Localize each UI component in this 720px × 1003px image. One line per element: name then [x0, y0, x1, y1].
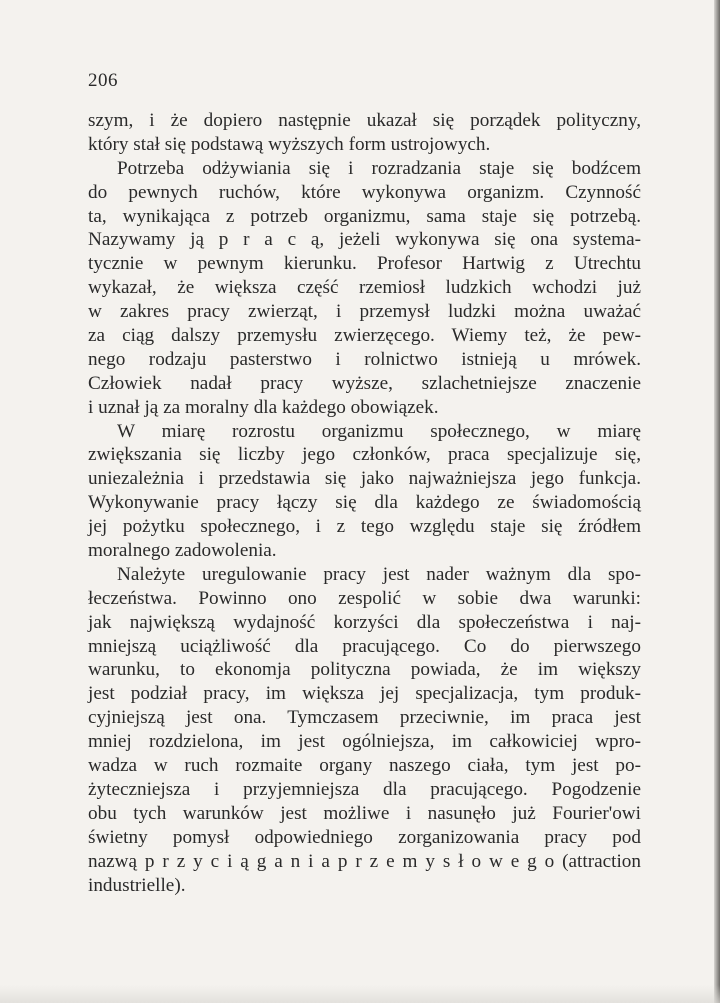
text-line: cyjniejszą jest ona. Tymczasem przeciwnie, im praca jest	[88, 707, 641, 729]
text-line: do pewnych ruchów, które wykonywa organizm. Czynność	[88, 181, 641, 203]
page-number: 206	[88, 70, 118, 91]
text-line: który stał się podstawą wyższych form ustrojowych.	[88, 133, 491, 155]
text-line: warunku, to ekonomja polityczna powiada, że im większy	[88, 659, 641, 681]
text-line: za ciąg dalszy przemysłu zwierzęcego. Wiemy też, że pew-	[88, 325, 641, 347]
text-line: jak największą wydajność korzyści dla społeczeństwa i naj-	[88, 611, 641, 633]
text-line: łeczeństwa. Powinno ono zespolić w sobie dwa warunki:	[88, 587, 641, 609]
text-line: świetny pomysł odpowiedniego zorganizowania pracy pod	[88, 826, 641, 848]
text-line: moralnego zadowolenia.	[88, 540, 277, 562]
text-line: Należyte uregulowanie pracy jest nader ważnym dla spo-	[117, 563, 641, 585]
text-line: żyteczniejsza i przyjemniejsza dla pracującego. Pogodzenie	[88, 778, 641, 800]
scan-shadow	[0, 985, 720, 1003]
text-line: mniej rozdzielona, im jest ogólniejsza, im całkowiciej wpro-	[88, 731, 641, 753]
text-line: wadza w ruch rozmaite organy naszego ciała, tym jest po-	[88, 755, 641, 777]
text-line: obu tych warunków jest możliwe i nasunęło już Fourier'owi	[88, 802, 641, 824]
text-line: mniejszą uciążliwość dla pracującego. Co do pierwszego	[88, 635, 641, 657]
text-line: Człowiek nadał pracy wyższe, szlachetniejsze znaczenie	[88, 372, 641, 394]
text-line: tycznie w pewnym kierunku. Profesor Hartwig z Utrechtu	[88, 253, 641, 275]
text-line: zwiększania się liczby jego członków, praca specjalizuje się,	[88, 444, 641, 466]
text-line: i uznał ją za moralny dla każdego obowiązek.	[88, 396, 439, 418]
text-line: jest podział pracy, im większa jej specjalizacja, tym produk-	[88, 683, 641, 705]
text-line: Nazywamy ją p r a c ą, jeżeli wykonywa się ona systema-	[88, 229, 641, 251]
text-line: nego rodzaju pasterstwo i rolnictwo istnieją u mrówek.	[88, 348, 641, 370]
text-line: Wykonywanie pracy łączy się dla każdego ze świadomością	[88, 492, 641, 514]
text-line: wykazał, że większa część rzemiosł ludzkich wchodzi już	[88, 277, 641, 299]
text-line: nazwą p r z y c i ą g a n i a p r z e m y s ł o w e g o (attraction	[88, 850, 641, 872]
text-line: jej pożytku społecznego, i z tego względu staje się źródłem	[88, 516, 641, 538]
text-line: Potrzeba odżywiania się i rozradzania staje się bodźcem	[117, 157, 641, 179]
text-line: industrielle).	[88, 874, 186, 896]
scan-edge	[714, 0, 720, 1003]
text-line: uniezależnia i przedstawia się jako najważniejsza jego funkcja.	[88, 468, 641, 490]
text-line: w zakres pracy zwierząt, i przemysł ludzki można uważać	[88, 301, 641, 323]
text-line: ta, wynikająca z potrzeb organizmu, sama staje się potrzebą.	[88, 205, 641, 227]
text-line: szym, i że dopiero następnie ukazał się porządek polityczny,	[88, 110, 641, 131]
body-text	[88, 109, 641, 897]
text-line: W miarę rozrostu organizmu społecznego, w miarę	[117, 420, 641, 442]
